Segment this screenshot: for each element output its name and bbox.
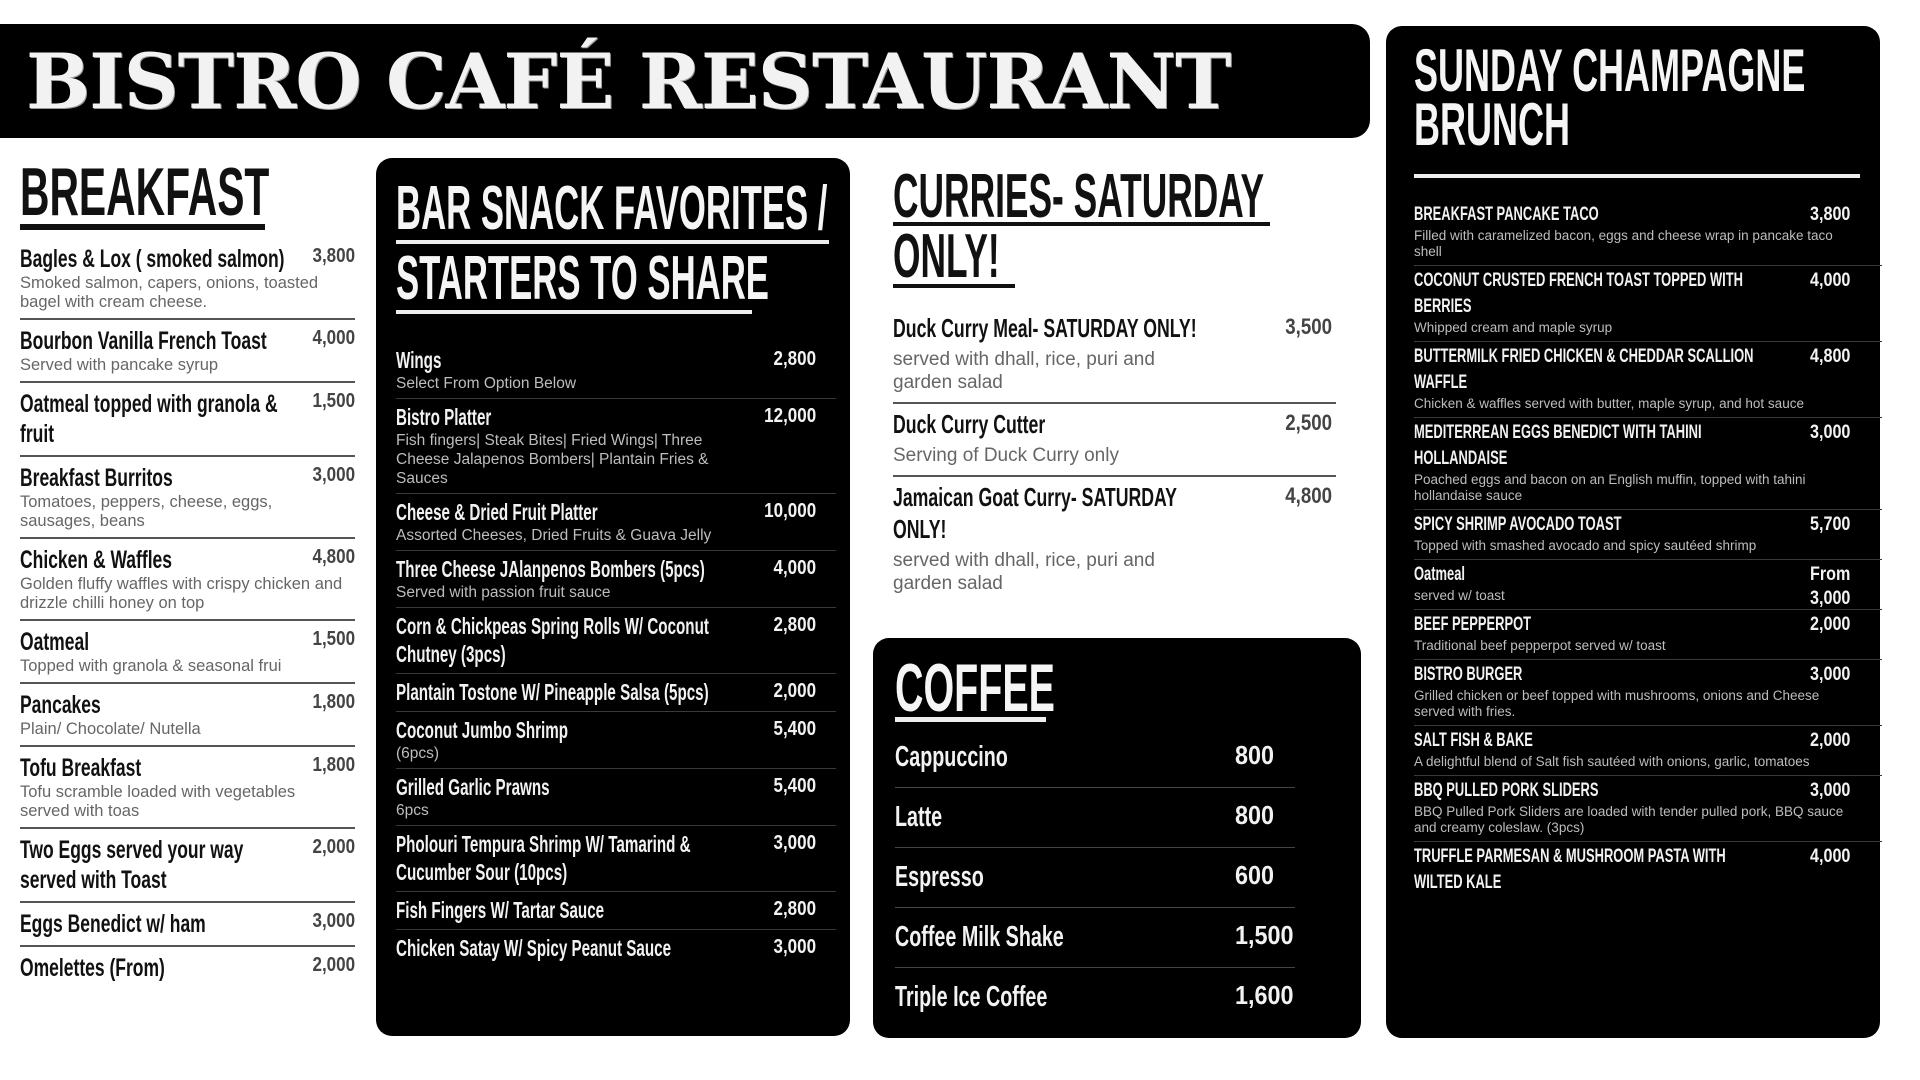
item-name-line2: served with Toast xyxy=(20,866,167,894)
menu-item xyxy=(20,747,355,829)
section-title-bar-snacks-line2: STARTERS TO SHARE xyxy=(396,244,769,313)
menu-item xyxy=(893,404,1336,477)
menu-item xyxy=(895,788,1295,848)
menu-item xyxy=(1414,266,1882,342)
menu-item xyxy=(20,829,355,903)
menu-item xyxy=(1414,200,1882,266)
menu-item xyxy=(396,826,836,892)
item-description: Smoked salmon, capers, onions, toasted bagel with cream cheese. xyxy=(20,274,319,311)
item-price: 800 xyxy=(1235,740,1275,770)
item-name: Omelettes (From) xyxy=(20,954,165,982)
menu-item xyxy=(893,477,1336,603)
item-name: Two Eggs served your way xyxy=(20,836,244,864)
item-name: Duck Curry Meal- SATURDAY ONLY! xyxy=(893,313,1197,343)
item-name: Bistro Platter xyxy=(396,404,492,430)
item-description: BBQ Pulled Pork Sliders are loaded with tender pulled pork, BBQ sauce and creamy coleslaw. (3pcs) xyxy=(1414,804,1844,835)
item-price: 1,500 xyxy=(1235,920,1294,950)
menu-item xyxy=(1414,560,1882,610)
item-name: BUTTERMILK FRIED CHICKEN & CHEDDAR SCALLION xyxy=(1414,346,1754,367)
item-description: Tofu scramble loaded with vegetables served with toas xyxy=(20,783,296,820)
item-name: BREAKFAST PANCAKE TACO xyxy=(1414,204,1599,225)
item-price: 5,400 xyxy=(773,718,816,740)
menu-item xyxy=(396,342,836,399)
item-price: 12,000 xyxy=(764,405,816,427)
item-name: Bagles & Lox ( smoked salmon) xyxy=(20,245,285,273)
item-description: (6pcs) xyxy=(396,745,440,762)
section-title-brunch-line2: BRUNCH xyxy=(1414,91,1570,158)
menu-item xyxy=(893,308,1336,404)
menu-item xyxy=(895,848,1295,908)
section-title-brunch: SUNDAY CHAMPAGNE xyxy=(1414,37,1806,104)
item-name: Latte xyxy=(895,801,943,833)
menu-item xyxy=(20,320,355,383)
item-name-line2: Cucumber Sour (10pcs) xyxy=(396,859,568,885)
title-divider xyxy=(1414,174,1860,178)
item-price: 3,500 xyxy=(1285,314,1332,339)
item-price: 3,800 xyxy=(1810,204,1851,225)
item-name-line2: WAFFLE xyxy=(1414,372,1468,393)
menu-item xyxy=(396,769,836,826)
item-price: 800 xyxy=(1235,800,1275,830)
item-price: 3,000 xyxy=(312,464,355,486)
menu-item xyxy=(396,892,836,930)
item-name-line2: WILTED KALE xyxy=(1414,872,1502,893)
coffee-list xyxy=(895,728,1341,1028)
menu-item xyxy=(20,621,355,684)
item-name: Grilled Garlic Prawns xyxy=(396,774,550,800)
item-price: 3,000 xyxy=(1810,664,1851,685)
bar-snacks-list xyxy=(396,342,836,967)
item-price: 4,800 xyxy=(312,546,355,568)
item-description: Topped with smashed avocado and spicy sautéed shrimp xyxy=(1414,538,1757,553)
item-name: Espresso xyxy=(895,861,984,893)
item-price: 5,700 xyxy=(1810,514,1851,535)
menu-item xyxy=(895,908,1295,968)
restaurant-title: BISTRO CAFÉ RESTAURANT xyxy=(26,36,1231,126)
item-price: 4,000 xyxy=(773,557,816,579)
item-name: Pancakes xyxy=(20,691,101,719)
item-name: BISTRO BURGER xyxy=(1414,664,1523,685)
menu-item xyxy=(20,903,355,947)
item-name: Bourbon Vanilla French Toast xyxy=(20,327,267,355)
item-price-line2: 3,000 xyxy=(1810,588,1851,609)
item-name-line2: Chutney (3pcs) xyxy=(396,641,506,667)
item-price: 3,000 xyxy=(1810,780,1851,801)
item-price: 4,000 xyxy=(1810,846,1851,867)
item-name: Triple Ice Coffee xyxy=(895,981,1048,1013)
item-price: 2,000 xyxy=(1810,730,1851,751)
item-name: Eggs Benedict w/ ham xyxy=(20,910,206,938)
item-name: BEEF PEPPERPOT xyxy=(1414,614,1532,635)
menu-item xyxy=(1414,342,1882,418)
item-description: Topped with granola & seasonal frui xyxy=(20,657,282,675)
item-name-line2: BERRIES xyxy=(1414,296,1472,317)
item-description: A delightful blend of Salt fish sautéed with onions, garlic, tomatoes xyxy=(1414,754,1810,769)
menu-item xyxy=(396,674,836,712)
item-price: 2,800 xyxy=(773,348,816,370)
item-name: COCONUT CRUSTED FRENCH TOAST TOPPED WITH xyxy=(1414,270,1743,291)
item-description: Served with passion fruit sauce xyxy=(396,584,611,601)
item-description: served with dhall, rice, puri and garden salad xyxy=(893,349,1155,393)
menu-item xyxy=(20,383,355,457)
item-price: 1,800 xyxy=(312,754,355,776)
breakfast-list xyxy=(20,238,355,989)
menu-item xyxy=(396,930,836,967)
menu-item xyxy=(396,494,836,551)
menu-item xyxy=(396,399,836,494)
sunday-brunch-panel xyxy=(1386,26,1880,1038)
item-name: Coffee Milk Shake xyxy=(895,921,1064,953)
item-name: MEDITERREAN EGGS BENEDICT WITH TAHINI xyxy=(1414,422,1702,443)
item-price: 2,500 xyxy=(1285,410,1332,435)
menu-item xyxy=(20,539,355,621)
item-name: Fish Fingers W/ Tartar Sauce xyxy=(396,897,605,923)
item-price: 3,800 xyxy=(312,245,355,267)
item-description: Grilled chicken or beef topped with mushrooms, onions and Cheese served with fries. xyxy=(1414,688,1820,719)
item-name: Tofu Breakfast xyxy=(20,754,142,782)
item-name: SPICY SHRIMP AVOCADO TOAST xyxy=(1414,514,1622,535)
menu-item xyxy=(20,947,355,989)
item-description: Serving of Duck Curry only xyxy=(893,445,1119,466)
menu-item xyxy=(895,968,1295,1028)
item-name-line2: HOLLANDAISE xyxy=(1414,448,1508,469)
curries-list xyxy=(893,308,1336,603)
section-title-coffee: COFFEE xyxy=(895,650,1055,726)
item-name: Coconut Jumbo Shrimp xyxy=(396,717,569,743)
item-description: Plain/ Chocolate/ Nutella xyxy=(20,720,201,738)
item-description: Poached eggs and bacon on an English muffin, topped with tahini hollandaise sauce xyxy=(1414,472,1806,503)
item-price: 3,000 xyxy=(312,910,355,932)
item-name: Chicken Satay W/ Spicy Peanut Sauce xyxy=(396,935,672,961)
menu-item xyxy=(1414,418,1882,510)
section-title-curries-line2: ONLY! xyxy=(893,222,1000,291)
coffee-panel xyxy=(873,638,1361,1038)
item-name: Cheese & Dried Fruit Platter xyxy=(396,499,598,525)
item-price: 3,000 xyxy=(773,936,816,958)
item-name: Cappuccino xyxy=(895,741,1008,773)
item-price: 4,000 xyxy=(312,327,355,349)
item-price: 4,000 xyxy=(1810,270,1851,291)
item-price: 1,500 xyxy=(312,628,355,650)
item-name: SALT FISH & BAKE xyxy=(1414,730,1533,751)
item-price: 10,000 xyxy=(764,500,816,522)
item-price: 2,000 xyxy=(1810,614,1851,635)
item-price: 1,600 xyxy=(1235,980,1294,1010)
menu-item xyxy=(1414,510,1882,560)
menu-item xyxy=(895,728,1295,788)
item-price: 5,400 xyxy=(773,775,816,797)
item-description: Whipped cream and maple syrup xyxy=(1414,320,1613,335)
header-banner xyxy=(0,24,1370,138)
menu-item xyxy=(1414,726,1882,776)
item-description: Chicken & waffles served with butter, maple syrup, and hot sauce xyxy=(1414,396,1804,411)
item-description: Fish fingers| Steak Bites| Fried Wings| Three Cheese Jalapenos Bombers| Plantain Fries & Sauces xyxy=(396,432,709,487)
brunch-list xyxy=(1414,200,1882,901)
item-name: Jamaican Goat Curry- SATURDAY xyxy=(893,482,1177,512)
item-price: 2,000 xyxy=(312,954,355,976)
item-name: Corn & Chickpeas Spring Rolls W/ Coconut xyxy=(396,613,709,639)
item-price: 2,000 xyxy=(312,836,355,858)
item-name: Oatmeal xyxy=(20,628,90,656)
item-description: Assorted Cheeses, Dried Fruits & Guava Jelly xyxy=(396,527,712,544)
item-name-line2: fruit xyxy=(20,420,55,448)
item-price: 3,000 xyxy=(773,832,816,854)
item-price: From xyxy=(1810,564,1851,585)
item-price: 2,000 xyxy=(773,680,816,702)
item-price: 600 xyxy=(1235,860,1275,890)
item-price: 2,800 xyxy=(773,898,816,920)
item-name: Pholouri Tempura Shrimp W/ Tamarind & xyxy=(396,831,691,857)
item-name: TRUFFLE PARMESAN & MUSHROOM PASTA WITH xyxy=(1414,846,1726,867)
menu-item xyxy=(20,238,355,320)
item-price: 1,500 xyxy=(312,390,355,412)
menu-item xyxy=(1414,610,1882,660)
item-name: Duck Curry Cutter xyxy=(893,409,1046,439)
item-name: Oatmeal xyxy=(1414,564,1465,585)
item-description: served w/ toast xyxy=(1414,588,1505,603)
menu-item xyxy=(396,551,836,608)
menu-item xyxy=(1414,660,1882,726)
item-name: Oatmeal topped with granola & xyxy=(20,390,278,418)
item-description: Filled with caramelized bacon, eggs and cheese wrap in pancake taco shell xyxy=(1414,228,1833,259)
item-price: 1,800 xyxy=(312,691,355,713)
item-price: 4,800 xyxy=(1810,346,1851,367)
item-description: Tomatoes, peppers, cheese, eggs, sausages, beans xyxy=(20,493,273,530)
menu-item xyxy=(396,712,836,769)
curries-section xyxy=(893,162,1338,603)
item-name-line2: ONLY! xyxy=(893,514,947,544)
item-price: 3,000 xyxy=(1810,422,1851,443)
item-description: 6pcs xyxy=(396,802,429,819)
item-price: 4,800 xyxy=(1285,483,1332,508)
item-name: Plantain Tostone W/ Pineapple Salsa (5pcs) xyxy=(396,679,709,705)
item-description: Golden fluffy waffles with crispy chicken and drizzle chilli honey on top xyxy=(20,575,343,612)
breakfast-section xyxy=(20,154,355,989)
item-name: Wings xyxy=(396,347,442,373)
bar-snacks-panel xyxy=(376,158,850,1036)
item-name: Breakfast Burritos xyxy=(20,464,173,492)
item-description: Traditional beef pepperpot served w/ toast xyxy=(1414,638,1666,653)
item-description: served with dhall, rice, puri and garden salad xyxy=(893,550,1155,594)
item-description: Select From Option Below xyxy=(396,375,577,392)
item-name: BBQ PULLED PORK SLIDERS xyxy=(1414,780,1599,801)
menu-item xyxy=(20,457,355,539)
section-title-curries: CURRIES- SATURDAY xyxy=(893,162,1265,231)
menu-item xyxy=(20,684,355,747)
item-price: 2,800 xyxy=(773,614,816,636)
menu-item xyxy=(1414,842,1882,901)
section-title-breakfast: BREAKFAST xyxy=(20,154,270,230)
item-name: Chicken & Waffles xyxy=(20,546,173,574)
item-description: Served with pancake syrup xyxy=(20,356,219,374)
menu-item xyxy=(1414,776,1882,842)
section-title-bar-snacks: BAR SNACK FAVORITES / xyxy=(396,174,828,243)
menu-item xyxy=(396,608,836,674)
item-name: Three Cheese JAlanpenos Bombers (5pcs) xyxy=(396,556,705,582)
